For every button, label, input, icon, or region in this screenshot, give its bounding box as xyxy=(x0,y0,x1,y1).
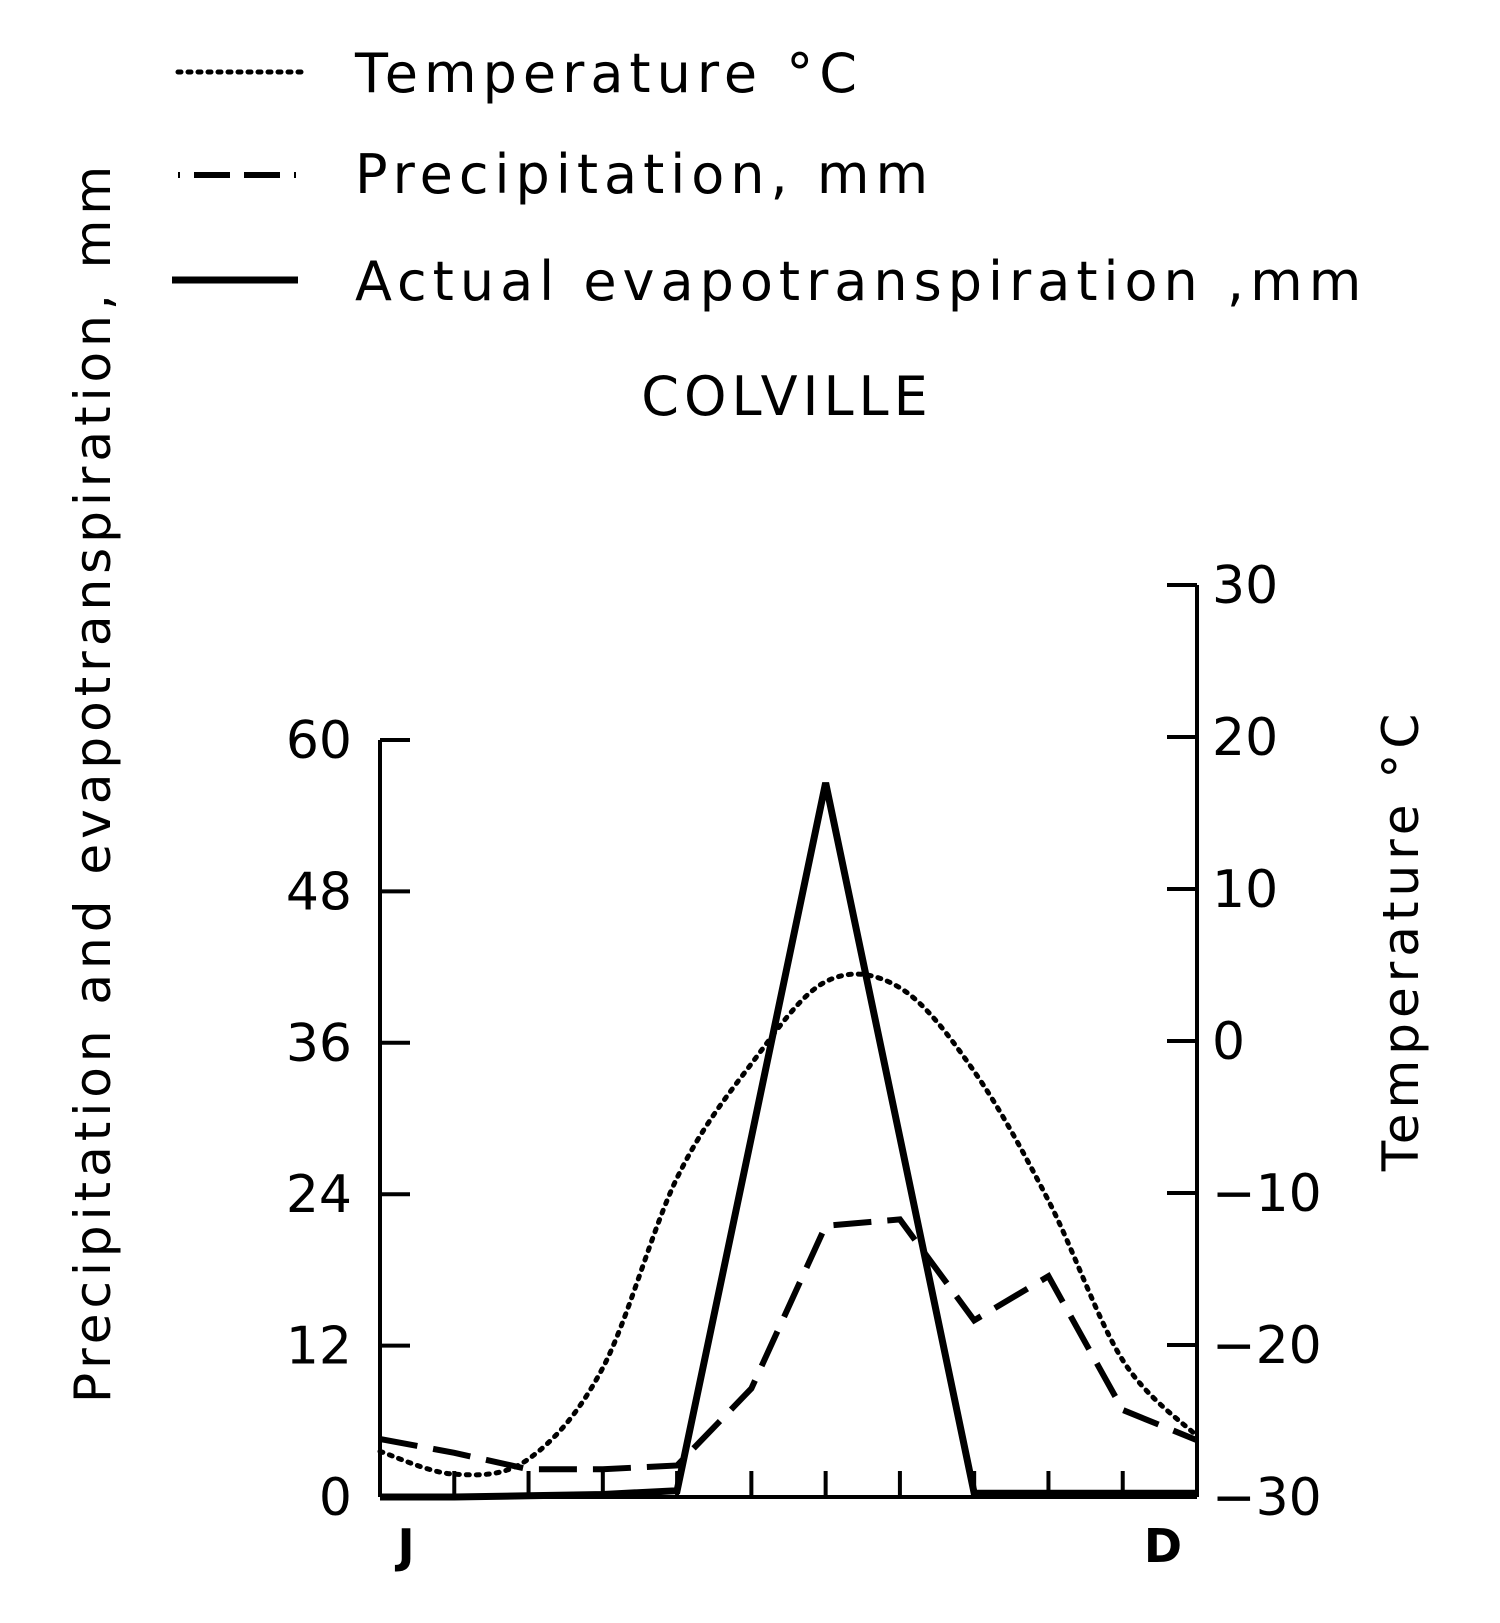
y-right-tick-label: 30 xyxy=(1212,556,1279,616)
y-left-tick-label: 12 xyxy=(285,1316,352,1377)
legend xyxy=(172,42,1367,313)
y-left-tick-label: 36 xyxy=(285,1013,352,1074)
x-label-first: J xyxy=(397,1519,415,1573)
y-left-tick-label: 24 xyxy=(285,1165,352,1226)
legend-temperature-label: Temperature °C xyxy=(355,42,863,105)
y-right-ticks xyxy=(1167,556,1322,1528)
y-left-tick-label: 0 xyxy=(318,1468,352,1528)
y-right-tick-label: 10 xyxy=(1212,860,1279,920)
legend-evapotranspiration-label: Actual evapotranspiration ,mm xyxy=(355,250,1368,313)
y-right-axis-label: Temperature °C xyxy=(1372,708,1430,1172)
y-left-tick-label: 60 xyxy=(285,711,352,771)
chart-title: COLVILLE xyxy=(641,365,933,428)
temperature-series-line xyxy=(380,974,1197,1475)
y-right-tick-label: 0 xyxy=(1212,1012,1246,1072)
y-right-tick-label: −30 xyxy=(1212,1468,1322,1528)
y-right-tick-label: 20 xyxy=(1212,708,1279,768)
y-left-tick-label: 48 xyxy=(285,862,352,923)
series-layer xyxy=(380,783,1197,1497)
y-right-tick-label: −10 xyxy=(1212,1164,1322,1224)
y-left-ticks xyxy=(286,711,410,1528)
y-right-tick-label: −20 xyxy=(1212,1316,1322,1376)
evapotranspiration-series-line xyxy=(380,783,1197,1497)
y-left-axis-label: Precipitation and evapotranspiration, mm xyxy=(64,160,122,1404)
legend-precipitation-label: Precipitation, mm xyxy=(355,143,935,206)
x-label-last: D xyxy=(1143,1519,1183,1573)
